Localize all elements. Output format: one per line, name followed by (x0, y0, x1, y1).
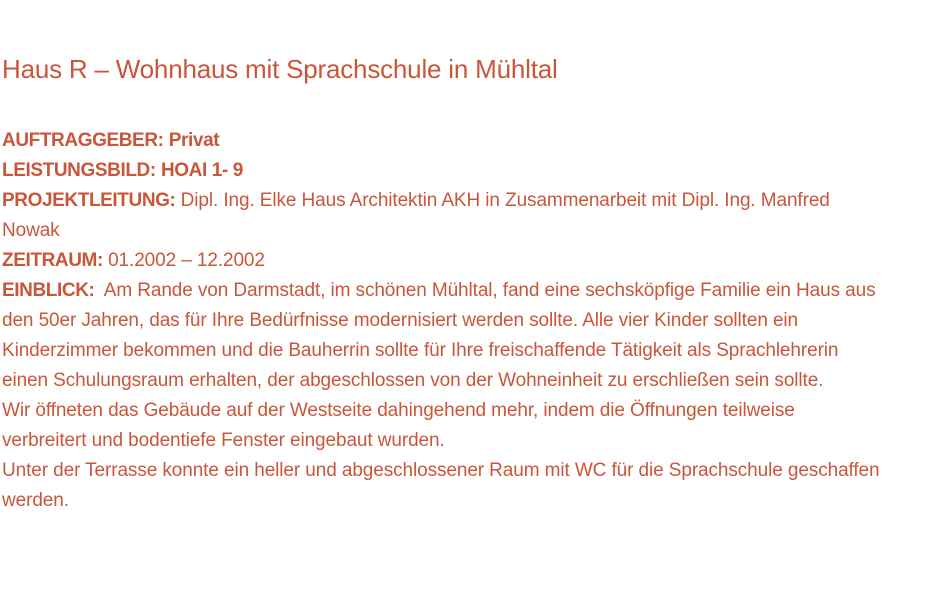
services-label: LEISTUNGSBILD: (2, 160, 156, 181)
page-title: Haus R – Wohnhaus mit Sprachschule in Mühltal (2, 54, 558, 84)
project-lead-row (2, 186, 882, 246)
period-row (2, 246, 882, 276)
project-details (2, 126, 882, 516)
insight-label: EINBLICK: (2, 280, 95, 301)
project-lead-label: PROJEKTLEITUNG: (2, 190, 176, 211)
services-row (2, 156, 882, 186)
project-lead-value: Dipl. Ing. Elke Haus Architektin AKH in Zusammenarbeit mit Dipl. Ing. Manfred Nowak (2, 190, 830, 241)
period-label: ZEITRAUM: (2, 250, 103, 271)
services-value: HOAI 1- 9 (160, 160, 243, 181)
client-value: Privat (168, 130, 220, 151)
description-paragraph: Wir öffneten das Gebäude auf der Westseite dahingehend mehr, indem die Öffnungen teilweise verbreitert und bodentiefe Fenster eingebaut wurden. (2, 400, 795, 451)
description-paragraph: Unter der Terrasse konnte ein heller und abgeschlossener Raum mit WC für die Sprachschule geschaffen werden. (2, 460, 880, 511)
client-label: AUFTRAGGEBER: (2, 130, 164, 151)
insight-value: Am Rande von Darmstadt, im schönen Mühltal, fand eine sechsköpfige Familie ein Haus aus den 50er Jahren, das für Ihre Bedürfnisse modernisiert werden sollte. Alle vier Kinder sollten ein Kinderzimmer bekommen und die Bauherrin sollte für Ihre freischaffende Tätigkeit als Sprachlehrerin einen Schulungsraum erhalten, der abgeschlossen von der Wohneinheit zu erschließen sein sollte. (2, 280, 876, 391)
client-row (2, 126, 882, 156)
period-value: 01.2002 – 12.2002 (108, 250, 265, 271)
insight-row (2, 276, 882, 396)
